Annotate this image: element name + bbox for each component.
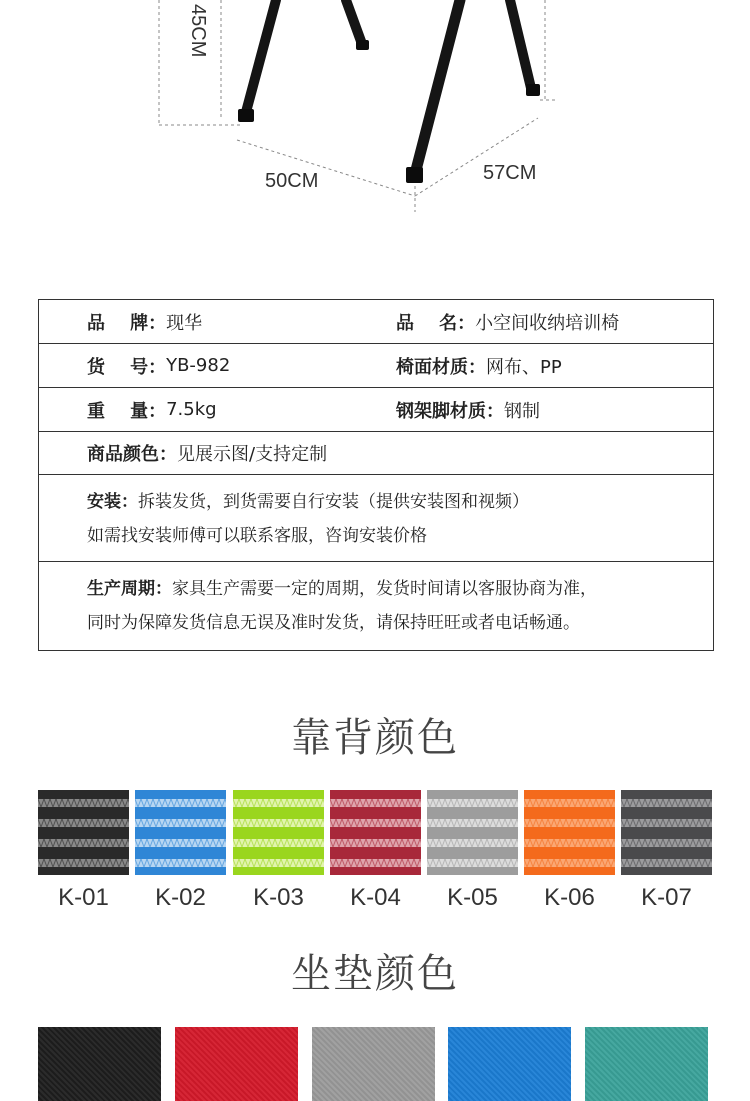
chair-dimension-diagram: [0, 0, 750, 230]
mesh-texture-icon: [524, 790, 615, 875]
spec-row-production-period: [39, 562, 713, 650]
mesh-texture-icon: [38, 790, 129, 875]
cushion-swatch[interactable]: [38, 1027, 161, 1101]
spec-row-install: [39, 475, 713, 562]
backrest-swatch[interactable]: [427, 790, 518, 875]
backrest-colors-title: 靠背颜色: [291, 715, 459, 761]
model-value: YB-982: [166, 355, 231, 376]
mesh-texture-icon: [621, 790, 712, 875]
production-period-line-2: 同时为保障发货信息无误及准时发货，请保持旺旺或者电话畅通。: [87, 613, 580, 633]
backrest-swatch-label: K-04: [350, 884, 401, 911]
spec-row: [39, 300, 713, 344]
backrest-swatch-label: K-06: [544, 884, 595, 911]
color-value: 见展示图/支持定制: [177, 444, 328, 465]
cushion-colors-title: 坐垫颜色: [291, 951, 459, 997]
brand-value: 现华: [166, 312, 203, 334]
backrest-swatch[interactable]: [524, 790, 615, 875]
backrest-swatch[interactable]: [135, 790, 226, 875]
width-dimension-label: 50CM: [265, 170, 319, 192]
weight-value: 7.5kg: [166, 399, 217, 420]
cushion-swatch[interactable]: [312, 1027, 435, 1101]
mesh-texture-icon: [330, 790, 421, 875]
backrest-swatch[interactable]: [38, 790, 129, 875]
spec-row: [39, 344, 713, 388]
install-key: 安装：: [87, 492, 138, 512]
spec-row: [39, 432, 713, 475]
mesh-texture-icon: [233, 790, 324, 875]
spec-row: [39, 388, 713, 432]
product-name-value: 小空间收纳培训椅: [475, 312, 620, 334]
brand-key: 品 牌：: [87, 312, 167, 334]
backrest-swatch-label: K-01: [58, 884, 109, 911]
backrest-swatch[interactable]: [330, 790, 421, 875]
backrest-swatch-label: K-02: [155, 884, 206, 911]
install-line-1: 拆装发货，到货需要自行安装（提供安装图和视频）: [138, 492, 529, 512]
frame-material-key: 钢架脚材质：: [396, 400, 504, 422]
cushion-swatch[interactable]: [175, 1027, 298, 1101]
backrest-swatch-label: K-03: [253, 884, 304, 911]
model-key: 货 号：: [87, 356, 167, 378]
height-dimension-label: 45CM: [187, 4, 209, 58]
backrest-swatch[interactable]: [233, 790, 324, 875]
mesh-texture-icon: [135, 790, 226, 875]
production-period-key: 生产周期：: [87, 579, 172, 599]
color-key: 商品颜色：: [87, 444, 177, 465]
mesh-texture-icon: [427, 790, 518, 875]
backrest-swatch-label: K-05: [447, 884, 498, 911]
production-period-line-1: 家具生产需要一定的周期，发货时间请以客服协商为准，: [172, 579, 597, 599]
backrest-swatch-label: K-07: [641, 884, 692, 911]
backrest-swatch[interactable]: [621, 790, 712, 875]
weight-key: 重 量：: [87, 400, 167, 422]
depth-dimension-label: 57CM: [483, 162, 537, 184]
install-line-2: 如需找安装师傅可以联系客服，咨询安装价格: [87, 526, 427, 546]
spec-table: [38, 299, 714, 651]
cushion-swatch[interactable]: [585, 1027, 708, 1101]
seat-material-value: 网布、PP: [486, 356, 562, 378]
product-name-key: 品 名：: [396, 312, 476, 334]
seat-material-key: 椅面材质：: [396, 356, 486, 378]
cushion-swatch[interactable]: [448, 1027, 571, 1101]
frame-material-value: 钢制: [504, 400, 540, 422]
